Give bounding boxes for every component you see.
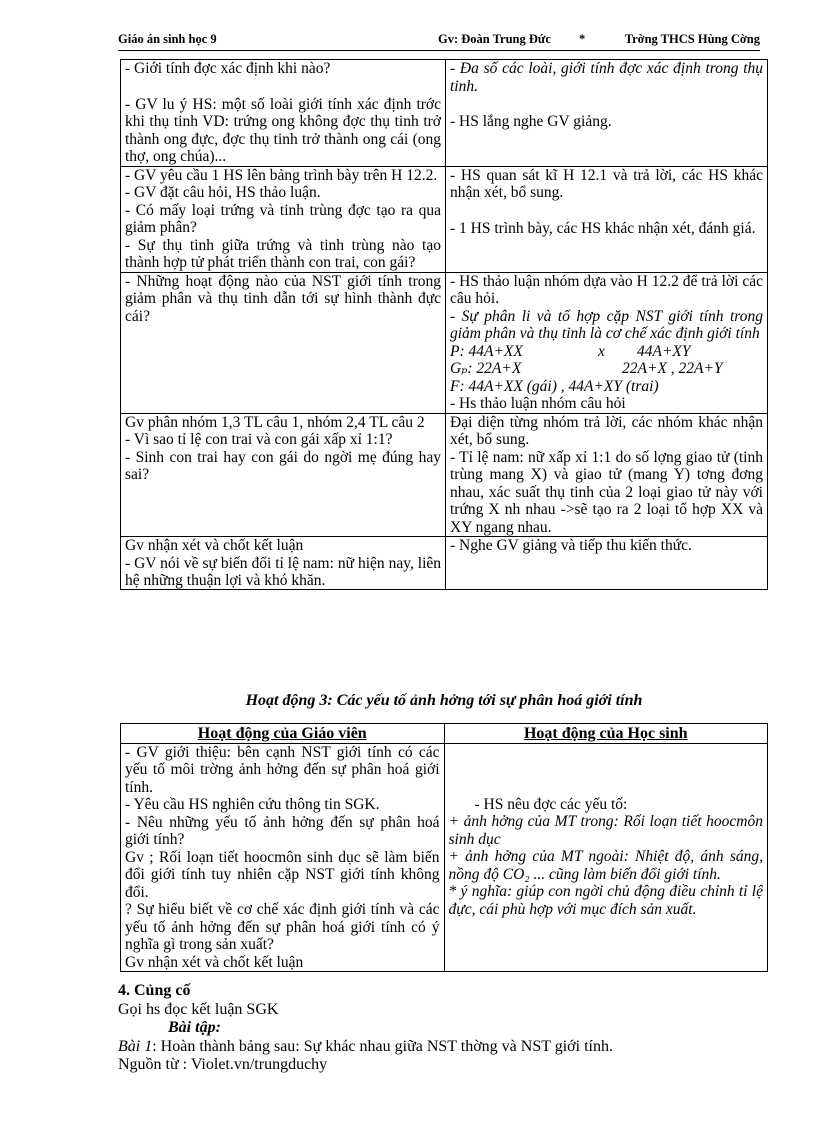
exercise-1-text: : Hoàn thành bảng sau: Sự khác nhau giữa NST thờng và NST giới tính.: [152, 1038, 613, 1055]
cross-g-right: 22A+X , 22A+Y: [622, 360, 723, 377]
header-school: Trờng THCS Hùng Cờng: [624, 32, 760, 46]
table-header-row: [121, 724, 768, 744]
student-text-italic: + ảnh hởng của MT ngoài: Nhiệt độ, ánh sáng, nồng độ CO₂ ... cũng làm biến đổi giới tính.: [448, 848, 763, 883]
teacher-text: Gv nhận xét và chốt kết luận: [125, 953, 304, 971]
student-cell: [444, 743, 768, 972]
cross-g-line: [450, 360, 763, 378]
teacher-text: Gv nhận xét và chốt kết luận: [125, 537, 304, 554]
teacher-text: - GV lu ý HS: một số loài giới tính xác định trớc khi thụ tinh VD: trứng ong không đợc thụ tinh trở thành ong đực, đợc thụ tinh trở thành ong cái (ong thợ, ong chúa)...: [125, 95, 441, 165]
column-header-student: Hoạt động của Học sinh: [444, 724, 768, 744]
teacher-cell: [121, 537, 446, 590]
cross-p-right: 44A+XY: [637, 342, 691, 360]
table-row: [121, 166, 768, 272]
cross-f-line: F: 44A+XX (gái) , 44A+XY (trai): [450, 377, 659, 395]
teacher-clip: [125, 537, 441, 589]
activity-table-3: [120, 723, 768, 972]
teacher-text: ? Sự hiểu biết về cơ chế xác định giới tính và các yếu tố ảnh hởng đến sự phân hoá giới tính có ý nghĩa gì trong sản xuất?: [125, 901, 440, 953]
teacher-cell: [121, 743, 445, 972]
teacher-text: - Sinh con trai hay con gái do ngời mẹ đúng hay sai?: [125, 448, 441, 483]
source-line: Nguồn từ : Violet.vn/trungduchy: [118, 1056, 328, 1073]
student-text: - 1 HS trình bày, các HS khác nhận xét, đánh giá.: [450, 219, 756, 237]
exercises-label: Bài tập:: [168, 1019, 221, 1036]
teacher-text: - Giới tính đợc xác định khi nào?: [125, 60, 331, 77]
header-subject: Giáo án sinh học 9: [118, 32, 217, 46]
teacher-text: - Sự thụ tinh giữa trứng và tinh trùng nào tạo thành hợp tử phát triển thành con trai, con gái?: [125, 236, 441, 271]
student-cell: [446, 537, 768, 590]
teacher-text: - Những hoạt động nào của NST giới tính trong giảm phân và thụ tinh dẫn tới sự hình thành đực cái?: [125, 272, 441, 325]
column-header-teacher: Hoạt động của Giáo viên: [121, 724, 445, 744]
table-row: [121, 272, 768, 413]
student-text: - HS nêu đợc các yếu tố:: [474, 795, 628, 813]
exercise-1-label: Bài 1: [118, 1038, 153, 1055]
cross-p-x: x: [598, 342, 605, 360]
footer-line: Gọi hs đọc kết luận SGK: [118, 1001, 279, 1018]
teacher-cell: [121, 60, 446, 167]
teacher-text: Gv ; Rối loạn tiết hoocmôn sinh dục sẽ làm biến đổi giới tính tuy nhiên cặp NST giới tính không đổi.: [125, 848, 440, 901]
cross-p-label: P: 44A+XX: [450, 342, 523, 360]
teacher-text: Gv phân nhóm 1,3 TL câu 1, nhóm 2,4 TL câu 2: [125, 413, 425, 431]
exercise-1: [118, 1038, 613, 1056]
student-text-italic: * ý nghĩa: giúp con ngời chủ động điều chỉnh tỉ lệ đực, cái phù hợp với mục đích sản xuất.: [448, 883, 763, 918]
teacher-text: - GV giới thiệu: bên cạnh NST giới tính có các yếu tố môi trờng ảnh hởng đến sự phân hoá giới tính.: [125, 743, 440, 796]
student-cell: [446, 60, 768, 167]
table-row: [121, 413, 768, 537]
teacher-cell: [121, 272, 446, 413]
student-cell: [446, 272, 768, 413]
student-text: - Tỉ lệ nam: nữ xấp xỉ 1:1 do số lợng giao tử (tinh trùng mang X) và giao tử (mang Y) tơng đơng nhau, xác suất thụ tinh của 2 loại giao tử này với trứng X nh nhau ->sẽ tạo ra 2 loại tổ hợp XX và XY ngang nhau.: [450, 448, 763, 536]
student-cell: [446, 166, 768, 272]
table-row: [121, 60, 768, 167]
teacher-text: - GV nói về sự biến đổi tỉ lệ nam: nữ hiện nay, liên hệ những thuận lợi và khó khăn.: [125, 554, 441, 589]
student-text: - Nghe GV giảng và tiếp thu kiến thức.: [450, 537, 692, 554]
header-star: *: [579, 32, 586, 46]
student-text: - HS thảo luận nhóm dựa vào H 12.2 để trả lời các câu hỏi.: [450, 272, 763, 307]
teacher-cell: [121, 413, 446, 537]
teacher-cell: [121, 166, 446, 272]
cross-p-line: [450, 343, 763, 361]
teacher-text: - GV đặt câu hỏi, HS thảo luận.: [125, 184, 321, 201]
student-text: - Hs thảo luận nhóm câu hỏi: [450, 395, 626, 412]
teacher-text: - GV yêu cầu 1 HS lên bảng trình bày trên H 12.2.: [125, 166, 438, 184]
section-heading: 4. Củng cố: [118, 982, 191, 999]
header-teacher: Gv: Đoàn Trung Đức: [438, 32, 551, 46]
student-text-italic: - Sự phân li và tổ hợp cặp NST giới tính trong giảm phân và thụ tinh là cơ chế xác định giới tính: [450, 307, 763, 342]
table-row: [121, 743, 768, 972]
teacher-text: - Nêu những yếu tố ảnh hởng đến sự phân hoá giới tính?: [125, 813, 440, 848]
cross-g-label: Gₚ: 22A+X: [450, 360, 522, 377]
table-row: [121, 537, 768, 590]
student-text: Đại diện từng nhóm trả lời, các nhóm khác nhận xét, bổ sung.: [450, 413, 763, 448]
student-text-italic: + ảnh hởng của MT trong: Rối loạn tiết hoocmôn sinh dục: [448, 813, 763, 848]
activity-3-title: Hoạt động 3: Các yếu tố ảnh hởng tới sự phân hoá giới tính: [245, 692, 643, 709]
activity-table-2: [120, 59, 768, 590]
student-cell: [446, 413, 768, 537]
teacher-text: - Yêu cầu HS nghiên cứu thông tin SGK.: [125, 796, 380, 813]
page-header: [118, 30, 760, 51]
student-text: - HS lắng nghe GV giảng.: [450, 113, 612, 130]
student-text: - Đa số các loài, giới tính đợc xác định trong thụ tinh.: [450, 60, 763, 95]
teacher-text: - Vì sao tỉ lệ con trai và con gái xấp xỉ 1:1?: [125, 431, 393, 448]
teacher-text: - Có mấy loại trứng và tinh trùng đợc tạo ra qua giảm phân?: [125, 201, 441, 236]
student-text: - HS quan sát kĩ H 12.1 và trả lời, các HS khác nhận xét, bổ sung.: [450, 166, 763, 201]
